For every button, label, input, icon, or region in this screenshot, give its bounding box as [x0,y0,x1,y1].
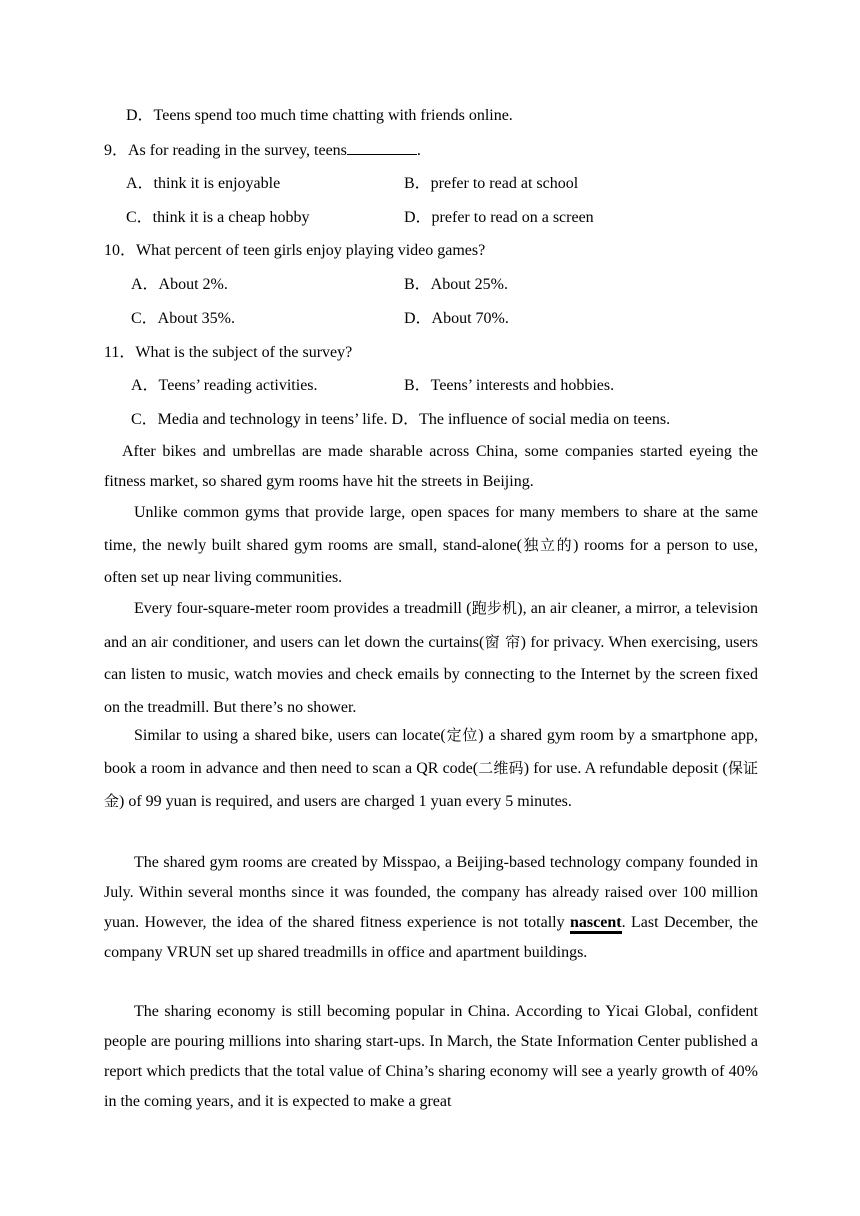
p4-chinese-gloss-3: 保证金 [104,759,758,810]
q11-option-c: C．Media and technology in teens’ life. [131,411,388,428]
p1-text: After bikes and umbrellas are made sharable across China, some companies started eyeing the fitness market, so shared gym rooms have hit the streets in Beijing. [104,443,758,490]
q9-option-a: A．think it is enjoyable [126,175,281,192]
passage-paragraph-3 [104,592,758,724]
q9-option-b: B．prefer to read at school [404,175,579,192]
p4-chinese-gloss-2: 二维码 [478,759,524,777]
passage-paragraph-2 [104,497,758,594]
q10-option-a: A．About 2%. [131,276,228,293]
p3-chinese-gloss-2: 窗 帘 [484,632,521,651]
q10-option-d: D．About 70%. [404,310,509,327]
q10-option-b: B．About 25%. [404,276,509,293]
p6-text: The sharing economy is still becoming popular in China. According to Yicai Global, confident people are pouring millions into sharing start-ups. In March, the State Information Center published a report which predicts that the total value of China’s sharing economy will see a yearly growth of 40% in the coming years, and it is expected to make a great [104,1003,758,1110]
passage-paragraph-4 [104,719,758,818]
q9-stem [104,140,421,161]
p3-text-b: ), an air cleaner, a mirror, a television and an air conditioner, and users can let down the curtains( [104,600,758,651]
p4-text-b: ) a shared gym room by a smartphone app, book a room in advance and then need to scan a QR code( [104,727,758,777]
q9-stem-end: . [416,142,421,159]
p4-chinese-gloss-1: 定位 [445,726,479,744]
q10-option-c: C．About 35%. [131,310,236,327]
p3-chinese-gloss-1: 跑步机 [471,599,518,617]
p4-text-a: Similar to using a shared bike, users can locate( [134,727,446,744]
passage-paragraph-5 [104,848,758,968]
q9-option-c: C．think it is a cheap hobby [126,209,310,226]
p2-chinese-gloss: 独立的 [521,536,574,554]
q8-option-d: D．Teens spend too much time chatting with friends online. [126,107,513,124]
q11-stem: 11．What is the subject of the survey? [104,344,353,361]
p4-text-c: ) for use. A refundable deposit ( [523,760,728,777]
q10-stem: 10．What percent of teen girls enjoy playing video games? [104,242,486,259]
q9-stem-text: 9．As for reading in the survey, teens [104,142,347,159]
p5-text-a: The shared gym rooms are created by Misspao, a Beijing-based technology company founded in July. Within several months since it was founded, the company has already raised over 100 million yuan. However, the idea of the shared fitness experience is not totally [104,854,758,931]
p2-text-a: Unlike common gyms that provide large, open spaces for many members to share at the same time, the newly built shared gym rooms are small, stand-alone( [104,504,758,554]
p5-text-b: . Last December, the company VRUN set up shared treadmills in office and apartment buildings. [104,914,759,961]
passage-paragraph-1 [104,437,758,497]
highlighted-word: nascent [570,914,622,934]
q11-option-c-d [131,410,670,430]
answer-blank [347,140,417,155]
q11-option-b: B．Teens’ interests and hobbies. [404,377,615,394]
p4-text-d: ) of 99 yuan is required, and users are charged 1 yuan every 5 minutes. [119,793,572,810]
q11-option-d: D．The influence of social media on teens. [391,411,671,428]
q9-option-d: D．prefer to read on a screen [404,209,594,226]
p3-text-a: Every four-square-meter room provides a treadmill ( [134,600,472,617]
passage-paragraph-6 [104,997,758,1117]
p3-text-c: ) for privacy. When exercising, users can listen to music, watch movies and check emails by connecting to the Internet by the screen fixed on the treadmill. But there’s no shower. [104,633,759,716]
q11-option-a: A．Teens’ reading activities. [131,377,318,394]
p2-text-b: ) rooms for a person to use, often set up near living communities. [104,537,758,586]
